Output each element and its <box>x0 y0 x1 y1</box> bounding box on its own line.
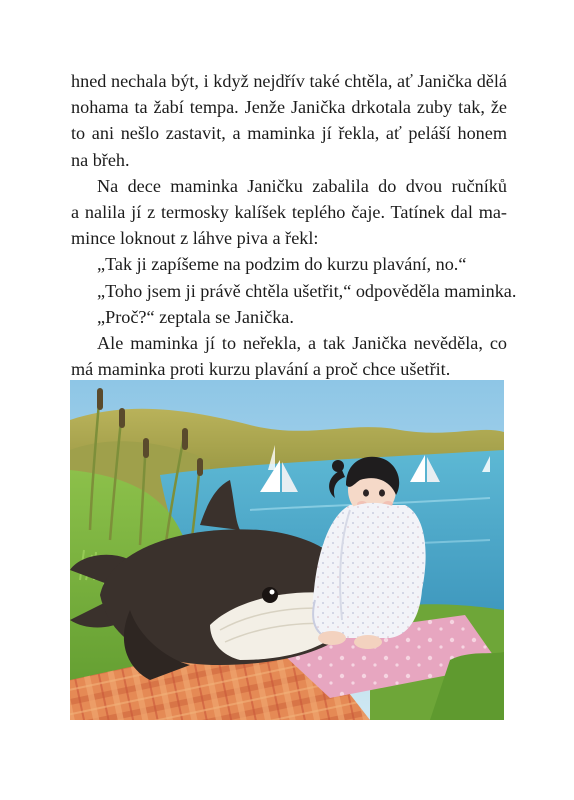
text-line: „Tak ji zapíšeme na podzim do kurzu plavání, no.“ <box>97 254 467 275</box>
text-line: „Proč?“ zeptala se Janička. <box>97 306 294 327</box>
story-illustration <box>70 380 504 720</box>
text-line: má maminka proti kurzu plavání a proč chce ušetřit. <box>71 359 451 380</box>
text-line: „Toho jsem ji právě chtěla ušetřit,“ odpověděla maminka. <box>97 280 517 301</box>
text-line: a nalila jí z termosky kalíšek teplého čaje. Tatínek dal ma- <box>71 201 507 222</box>
text-line: to ani nešlo zastavit, a maminka jí řekla, ať peláší honem <box>71 123 507 144</box>
story-text <box>71 68 517 408</box>
text-line: nohama ta žabí tempa. Jenže Janička drkotala zuby tak, že <box>71 97 507 118</box>
text-line: Na dece maminka Janičku zabalila do dvou ručníků <box>97 175 507 196</box>
text-line: hned nechala být, i když nejdřív také chtěla, ať Janička dělá <box>71 71 507 91</box>
text-line: mince loknout z láhve piva a řekl: <box>71 228 319 249</box>
text-line: na břeh. <box>71 149 130 170</box>
text-line: Ale maminka jí to neřekla, a tak Janička nevěděla, co <box>97 332 507 353</box>
